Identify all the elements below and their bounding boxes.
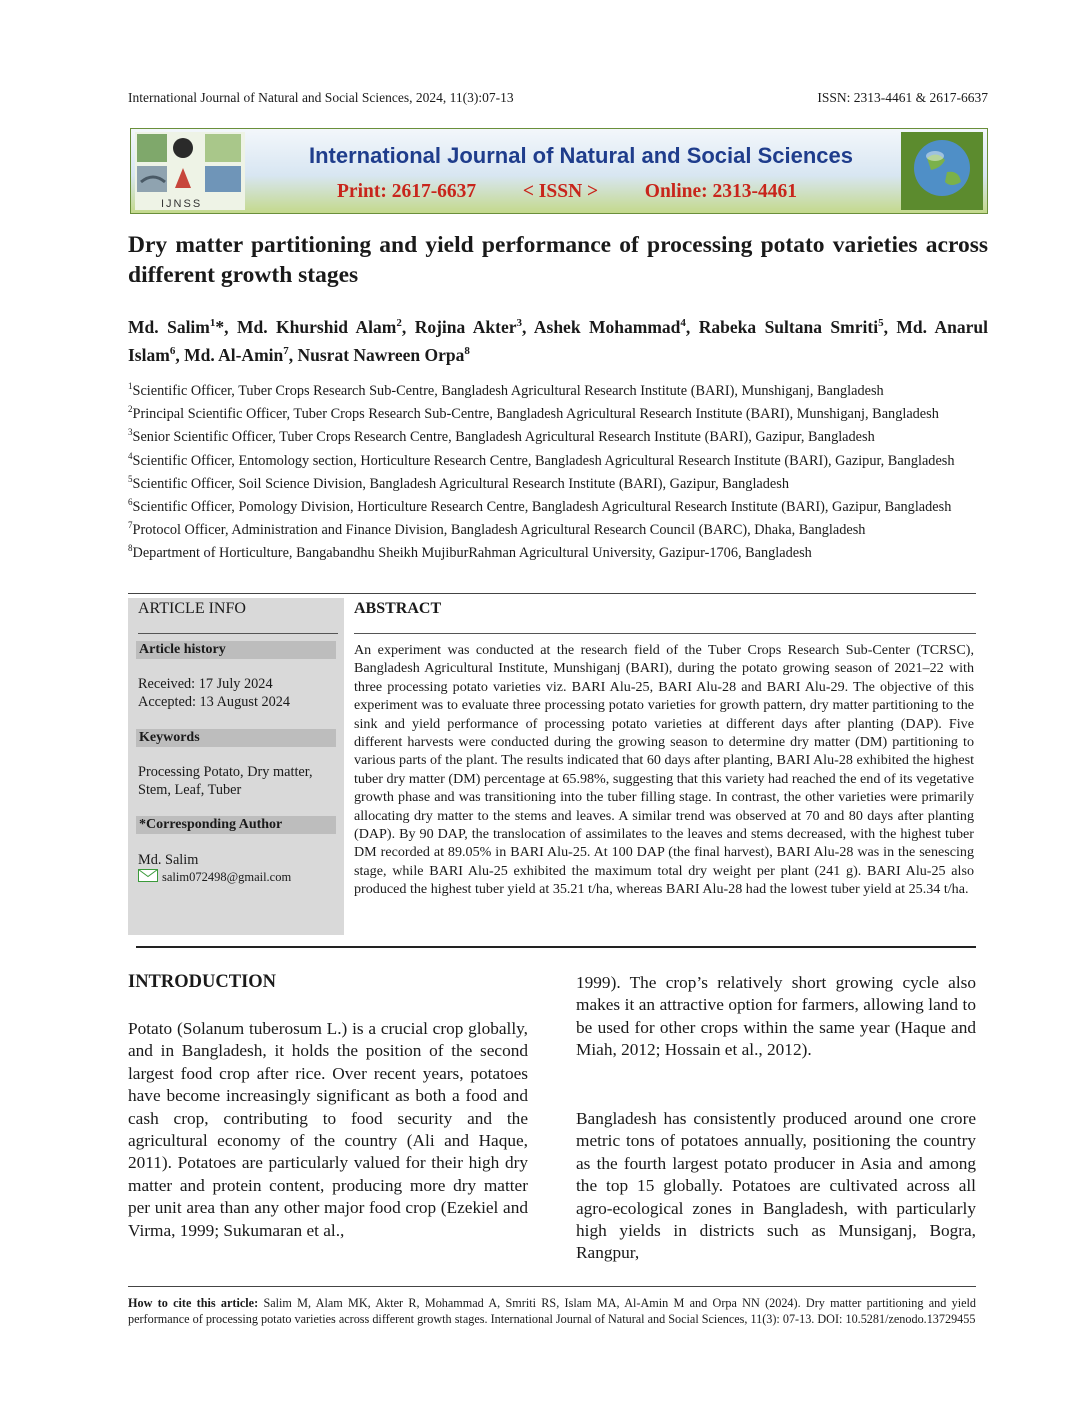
affiliation: $^8$Department of Horticulture, Bangabandhu Sheikh MujiburRahman Agricultural University, Gazipur-1706, Bangladesh (128, 543, 812, 561)
article-title: Dry matter partitioning and yield performance of processing potato varieties across different growth stages (128, 232, 988, 288)
article-info-panel (128, 598, 344, 935)
author: Md. Salim$^1$*, (128, 316, 237, 337)
affiliation: $^3$Senior Scientific Officer, Tuber Crops Research Centre, Bangladesh Agricultural Research Institute (BARI), Gazipur, Bangladesh (128, 427, 875, 446)
journal-banner (130, 128, 988, 214)
citation-label: How to cite this article: (128, 1296, 259, 1310)
keywords-text: Processing Potato, Dry matter, Stem, Leaf, Tuber (138, 764, 313, 799)
envelope-icon (138, 869, 158, 887)
affiliation: $^1$Scientific Officer, Tuber Crops Research Sub-Centre, Bangladesh Agricultural Research Institute (BARI), Munshiganj, Bangladesh (128, 381, 884, 399)
author: Nusrat Nawreen Orpa$^8$ (297, 344, 470, 365)
affiliation-list (128, 377, 988, 562)
affiliation: $^6$Scientific Officer, Pomology Division, Horticulture Research Centre, Bangladesh Agricultural Research Institute (BARI), Gazipur, Bangladesh (128, 496, 952, 515)
accepted-date: Accepted: 13 August 2024 (138, 694, 291, 710)
author-list (128, 311, 988, 367)
author: Rojina Akter$^3$, (414, 316, 534, 337)
citation-block (128, 1296, 976, 1327)
issn-label: < ISSN > (522, 181, 599, 202)
corresponding-email (138, 868, 338, 887)
email-link[interactable]: salim072498@gmail.com (162, 870, 292, 884)
journal-logo-text: IJNSS (161, 198, 203, 210)
affiliation: $^4$Scientific Officer, Entomology section, Horticulture Research Centre, Bangladesh Agricultural Research Institute (BARI), Gazipur, Bangladesh (128, 450, 955, 469)
journal-issn-line (337, 181, 797, 203)
citation-text: Salim M, Alam MK, Akter R, Mohammad A, Smriti RS, Islam MA, Al-Amin M and Orpa NN (2024). Dry matter partitioning and yield performance of processing potato varieties across different growth stages. International Journal of Natural and Social Sciences, 11(3): 07-13. DOI: 10.5281/zenodo.13729455 (128, 1296, 976, 1326)
introduction-heading: INTRODUCTION (128, 972, 277, 992)
introduction-paragraph: 1999). The crop’s relatively short growing cycle also makes it an attractive option for farmers, allowing land to be used for other crops within the same year (Haque and Miah, 2012; Hossain et al., 2012). (576, 973, 976, 1060)
affiliation: $^5$Scientific Officer, Soil Science Division, Bangladesh Agricultural Research Institute (BARI), Gazipur, Bangladesh (128, 473, 789, 492)
corresponding-author-name: Md. Salim (138, 852, 199, 868)
running-header-citation: International Journal of Natural and Social Sciences, 2024, 11(3):07-13 (128, 90, 514, 105)
divider (136, 946, 976, 948)
online-issn: Online: 2313-4461 (644, 181, 797, 202)
affiliation: $^2$Principal Scientific Officer, Tuber Crops Research Sub-Centre, Bangladesh Agricultural Research Institute (BARI), Munshiganj, Bangladesh (128, 404, 939, 422)
author: Md. Anarul Islam$^6$, (128, 316, 989, 365)
keywords-label: Keywords (136, 729, 336, 747)
journal-name: International Journal of Natural and Social Sciences (308, 143, 854, 168)
journal-logo-collage (135, 132, 245, 210)
abstract-heading: ABSTRACT (354, 600, 442, 617)
author: Rabeka Sultana Smriti$^5$, (698, 316, 897, 337)
running-header-issn: ISSN: 2313-4461 & 2617-6637 (817, 90, 988, 105)
divider (128, 593, 976, 594)
article-info-heading: ARTICLE INFO (138, 600, 246, 617)
divider (128, 1286, 976, 1287)
introduction-paragraph: Potato (Solanum tuberosum L.) is a crucial crop globally, and in Bangladesh, it holds the position of the second largest food crop after rice. Over recent years, potatoes have become increasingly significant as both a food and cash crop, contributing to food security and the agricultural economy of the country (Ali and Haque, 2011). Potatoes are particularly valued for their high dry matter and protein content, producing more dry matter per unit area than any other major food crop (Ezekiel and Virma, 1999; Sukumaran et al., (128, 1019, 528, 1240)
globe-icon (901, 132, 983, 210)
author: Md. Al-Amin$^7$, (184, 344, 298, 365)
divider (138, 633, 338, 634)
received-date: Received: 17 July 2024 (138, 676, 273, 692)
print-issn: Print: 2617-6637 (337, 181, 477, 202)
abstract-text: An experiment was conducted at the research field of the Tuber Crops Research Sub-Center (TCRSC), Bangladesh Agricultural Institute, Munshiganj (BARI), during the potato growing season of 2021–22 with three processing potato varieties viz. BARI Alu-25, BARI Alu-28 and BARI Alu-29. The objective of this experiment was to evaluate three processing potato varieties for growth pattern, dry matter partitioning to the sink and yield performance of processing potato varieties at different days after planting (DAP). Five different harvests were conducted during the growing season to determine dry matter (DM) partitioning to various parts of the plant. The results indicated that 60 days after planting, BARI Alu-28 exhibited the highest tuber dry matter (DM) percentage at 65.98%, suggesting that this variety had reached the end of its vegetative growth phase and was transitioning into the tuber filling stage. In contrast, the other varieties were primarily allocating dry matter to the stems and leaves. A similar trend was observed at 70 and 80 days after planting (DAP). By 90 DAP, the translocation of assimilates to the leaves and stems decreased, with the highest tuber DM recorded at 89.05% in BARI Alu-25. At 100 DAP (the final harvest), BARI Alu-28 was in the senescing stage, while BARI Alu-25 exhibited the maximum total dry weight per plant (241 g). BARI Alu-25 also produced the highest tuber yield at 35.21 t/ha, whereas BARI Alu-28 had the lowest tuber yield at 25.34 t/ha. (354, 642, 974, 898)
introduction-paragraph: Bangladesh has consistently produced around one crore metric tons of potatoes annually, positioning the country as the fourth largest potato producer in Asia and among the top 15 globally. Potatoes are cultivated across all agro-ecological zones in Bangladesh, with particularly high yields in districts such as Munsiganj, Bogra, Rangpur, (576, 1109, 976, 1263)
divider (354, 633, 976, 634)
article-history-label: Article history (136, 641, 336, 659)
affiliation: $^7$Protocol Officer, Administration and Finance Division, Bangladesh Agricultural Research Council (BARC), Dhaka, Bangladesh (128, 520, 866, 538)
author: Md. Khurshid Alam$^2$, (236, 316, 415, 337)
corresponding-author-label: *Corresponding Author (136, 816, 336, 834)
author: Ashek Mohammad$^4$, (533, 316, 699, 337)
